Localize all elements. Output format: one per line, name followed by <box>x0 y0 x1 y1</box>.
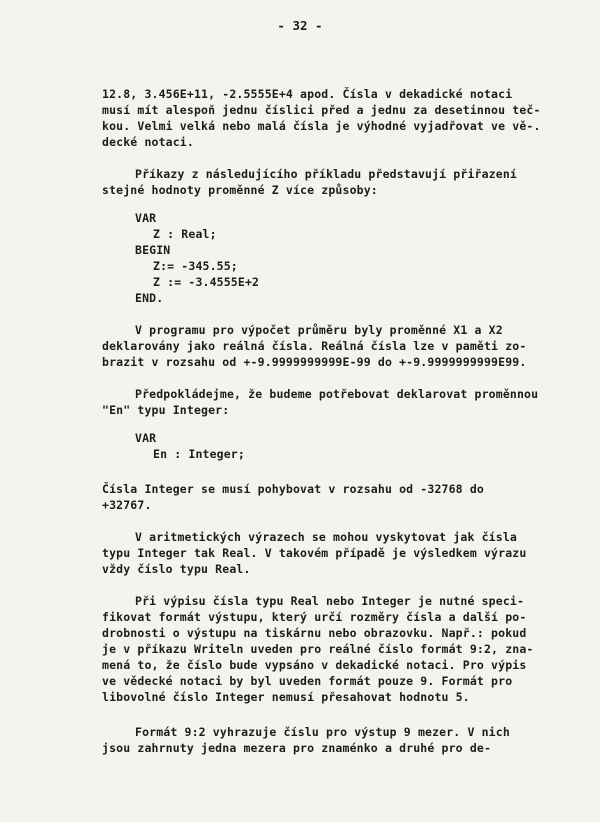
text-line: "En" typu Integer: <box>102 403 230 417</box>
text-line: fikovat formát výstupu, který určí rozměry čísla a další po- <box>102 610 527 624</box>
text-line: mená to, že číslo bude vypsáno v dekadické notaci. Pro výpis <box>102 658 527 672</box>
code-line: VAR <box>135 431 157 445</box>
text-line: kou. Velmi velká nebo malá čísla je výhodné vyjadřovat ve vě-. <box>102 119 541 133</box>
text-line: deklarovány jako reálná čísla. Reálná čísla lze v paměti zo- <box>102 339 527 353</box>
text-line: decké notaci. <box>102 135 194 149</box>
text-line: Formát 9:2 vyhrazuje číslu pro výstup 9 mezer. V nich <box>135 725 510 739</box>
text-line: stejné hodnoty proměnné Z více způsoby: <box>102 183 378 197</box>
text-line: +32767. <box>102 498 152 512</box>
text-line: Čísla Integer se musí pohybovat v rozsahu od -32768 do <box>102 482 484 496</box>
text-line: Při výpisu čísla typu Real nebo Integer je nutné speci- <box>135 594 525 608</box>
text-line: 12.8, 3.456E+11, -2.5555E+4 apod. Čísla v dekadické notaci <box>102 87 513 101</box>
code-line: BEGIN <box>135 243 171 257</box>
text-line: V programu pro výpočet průměru byly proměnné X1 a X2 <box>135 323 503 337</box>
page-number: - 32 - <box>277 18 323 33</box>
code-line: Z:= -345.55; <box>153 259 238 273</box>
code-line: Z := -3.4555E+2 <box>153 275 260 289</box>
text-line: Příkazy z následujícího příkladu představují přiřazení <box>135 167 517 181</box>
text-line: brazit v rozsahu od +-9.9999999999E-99 do +-9.9999999999E99. <box>102 355 527 369</box>
code-line: END. <box>135 291 164 305</box>
code-line: VAR <box>135 211 157 225</box>
text-line: ve vědecké notaci by byl uveden formát pouze 9. Formát pro <box>102 674 513 688</box>
text-line: drobnosti o výstupu na tiskárnu nebo obrazovku. Např.: pokud <box>102 626 527 640</box>
text-line: Předpokládejme, že budeme potřebovat deklarovat proměnnou <box>135 387 539 401</box>
code-line: Z : Real; <box>153 227 217 241</box>
text-line: jsou zahrnuty jedna mezera pro znaménko a druhé pro de- <box>102 741 492 755</box>
text-line: V aritmetických výrazech se mohou vyskytovat jak čísla <box>135 530 517 544</box>
code-line: En : Integer; <box>153 447 245 461</box>
text-line: je v příkazu Writeln uveden pro reálné číslo formát 9:2, zna- <box>102 642 534 656</box>
text-line: libovolné číslo Integer nemusí přesahovat hodnotu 5. <box>102 690 470 704</box>
text-line: typu Integer tak Real. V takovém případě je výsledkem výrazu <box>102 546 527 560</box>
text-line: vždy číslo typu Real. <box>102 562 251 576</box>
text-line: musí mít alespoň jednu číslici před a jednu za desetinnou teč- <box>102 103 541 117</box>
